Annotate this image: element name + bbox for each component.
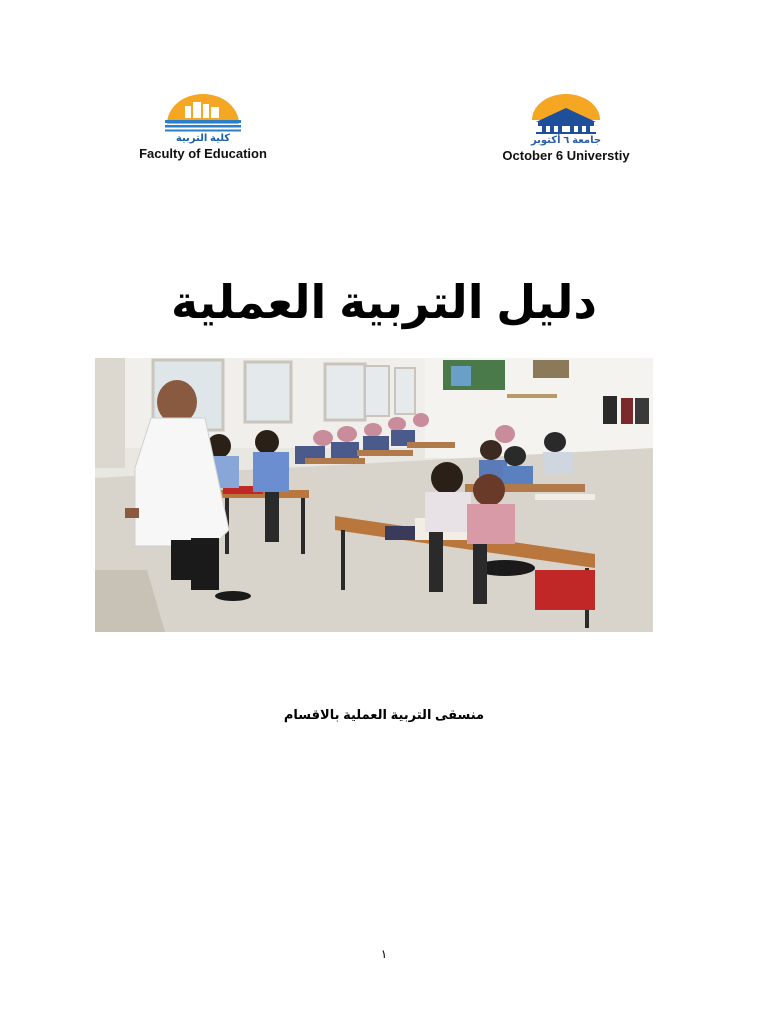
october-6-university-logo	[484, 94, 648, 163]
october-6-university-logo-icon	[528, 94, 604, 134]
faculty-arabic-name: كلية التربية	[175, 133, 231, 144]
document-title: دليل التربية العملية	[171, 276, 597, 328]
page-number: ١	[380, 947, 388, 961]
faculty-of-education-logo-icon	[163, 94, 243, 132]
classroom-photo-illustration	[95, 358, 653, 632]
faculty-of-education-logo	[118, 94, 288, 161]
classroom-photo	[95, 358, 653, 632]
coordinator-line: منسقى التربية العملية بالاقسام	[283, 707, 485, 722]
university-english-name: October 6 Universtiy	[502, 148, 630, 163]
university-arabic-name: جامعة ٦ أكتوبر	[530, 135, 602, 146]
faculty-english-name: Faculty of Education	[139, 146, 267, 161]
